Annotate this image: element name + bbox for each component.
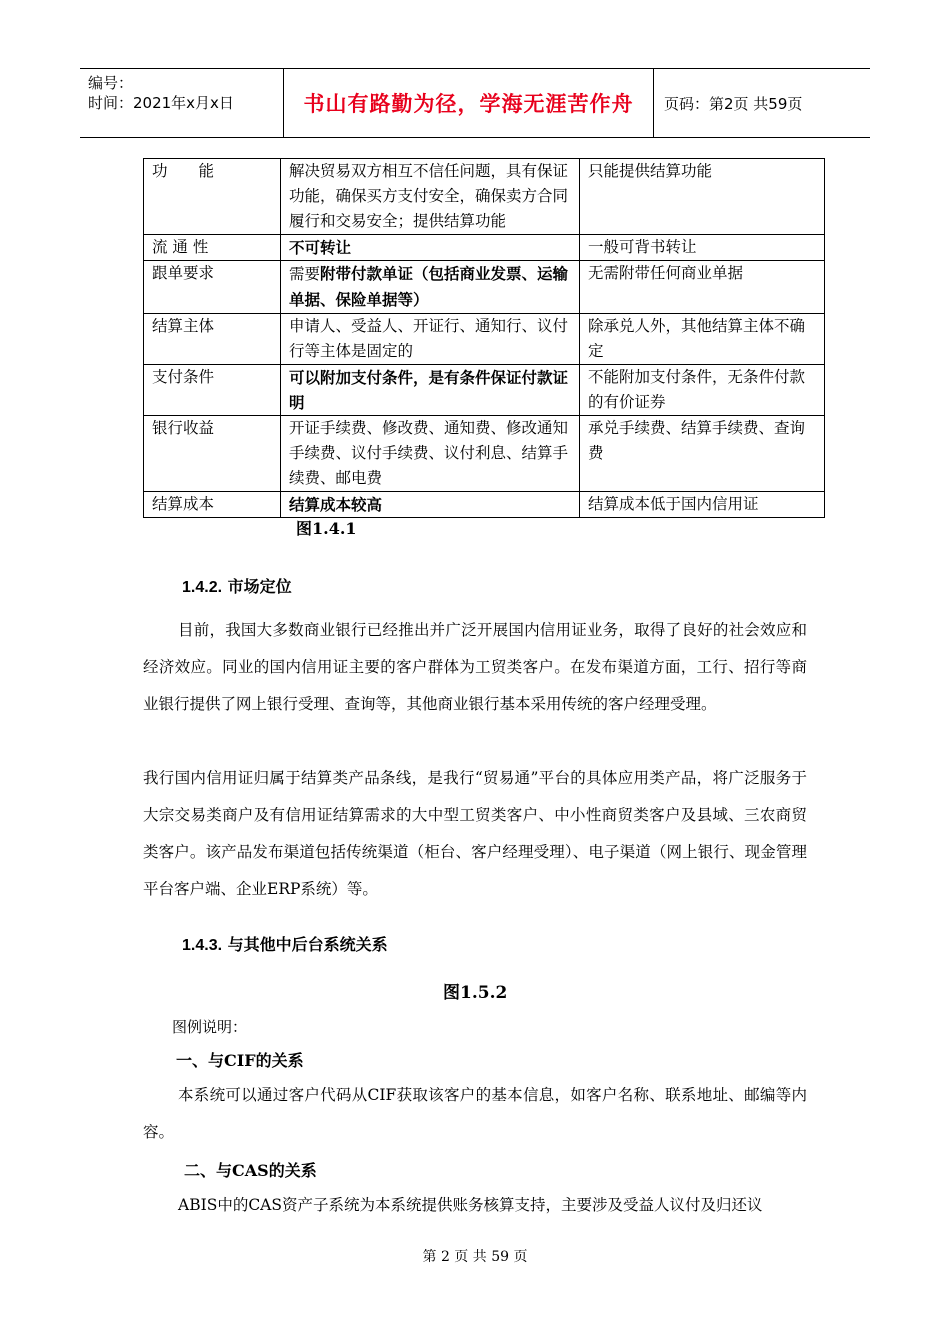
lc-cell: 开证手续费、修改费、通知费、修改通知手续费、议付手续费、议付利息、结算手续费、邮电费: [281, 416, 580, 492]
row-label: 功 能: [144, 159, 281, 235]
table-row: [144, 492, 825, 518]
cif-heading: 一、与CIF的关系: [176, 1051, 304, 1070]
section-heading-143: [182, 932, 388, 955]
lc-cell: [281, 261, 580, 314]
row-label: 银行收益: [144, 416, 281, 492]
bill-cell: 不能附加支付条件，无条件付款的有价证券: [580, 365, 825, 416]
row-label: 结算主体: [144, 314, 281, 365]
lc-cell: 申请人、受益人、开证行、通知行、议付行等主体是固定的: [281, 314, 580, 365]
lc-cell: 可以附加支付条件，是有条件保证付款证明: [281, 365, 580, 416]
paragraph: 本系统可以通过客户代码从CIF获取该客户的基本信息，如客户名称、联系地址、邮编等内容。: [143, 1086, 807, 1141]
bill-cell: 承兑手续费、结算手续费、查询费: [580, 416, 825, 492]
table-row: [144, 416, 825, 492]
code-label: 编号：: [88, 74, 134, 92]
row-label: 跟单要求: [144, 261, 281, 314]
page-header: [80, 68, 870, 138]
time-label: 时间：2021年x月x日: [88, 94, 234, 112]
lc-cell-prefix: 需要: [289, 265, 321, 283]
section-number: 1.4.3.: [182, 937, 223, 954]
section-heading-142: [182, 574, 292, 597]
paragraph: 我行国内信用证归属于结算类产品条线，是我行“贸易通”平台的具体应用类产品，将广泛服务于大宗交易类商户及有信用证结算需求的大中型工贸类客户、中小性商贸类客户及县域、三农商贸类客户。该产品发布渠道包括传统渠道（柜台、客户经理受理）、电子渠道（网上银行、现金管理平台客户端、企业ERP系统）等。: [143, 769, 807, 898]
bill-cell: 无需附带任何商业单据: [580, 261, 825, 314]
row-label: 流 通 性: [144, 235, 281, 261]
table-row: [144, 261, 825, 314]
figure-caption-152: 图1.5.2: [443, 983, 508, 1003]
lc-cell-bold: 附带付款单证（包括商业发票、运输单据、保险单据等）: [289, 264, 569, 309]
header-motto-cell: [284, 69, 654, 137]
comparison-table: [143, 158, 825, 518]
lc-cell: 不可转让: [281, 235, 580, 261]
lc-cell: 解决贸易双方相互不信任问题，具有保证功能，确保买方支付安全，确保卖方合同履行和交易安全；提供结算功能: [281, 159, 580, 235]
section-title: 与其他中后台系统关系: [227, 935, 388, 954]
page-footer: 第 2 页 共 59 页: [422, 1249, 528, 1265]
table-row: [144, 159, 825, 235]
cas-heading: 二、与CAS的关系: [184, 1161, 317, 1180]
row-label: 结算成本: [144, 492, 281, 518]
header-motto: 书山有路勤为径，学海无涯苦作舟: [303, 92, 634, 116]
paragraph: ABIS中的CAS资产子系统为本系统提供账务核算支持，主要涉及受益人议付及归还议: [178, 1196, 763, 1214]
bill-cell: 结算成本低于国内信用证: [580, 492, 825, 518]
legend-label: 图例说明：: [172, 1018, 248, 1036]
section-number: 1.4.2.: [182, 579, 223, 596]
section-title: 市场定位: [227, 577, 292, 596]
header-meta: [80, 69, 284, 137]
bill-cell: 除承兑人外，其他结算主体不确定: [580, 314, 825, 365]
table-row: [144, 314, 825, 365]
row-label: 支付条件: [144, 365, 281, 416]
header-page-info: 页码：第2页 共59页: [664, 94, 803, 113]
bill-cell: 一般可背书转让: [580, 235, 825, 261]
paragraph: 目前，我国大多数商业银行已经推出并广泛开展国内信用证业务，取得了良好的社会效应和经济效应。同业的国内信用证主要的客户群体为工贸类客户。在发布渠道方面，工行、招行等商业银行提供了网上银行受理、查询等，其他商业银行基本采用传统的客户经理受理。: [143, 621, 807, 713]
table-row: [144, 365, 825, 416]
bill-cell: 只能提供结算功能: [580, 159, 825, 235]
lc-cell: 结算成本较高: [281, 492, 580, 518]
figure-caption-141: 图1.4.1: [296, 519, 357, 538]
table-row: [144, 235, 825, 261]
